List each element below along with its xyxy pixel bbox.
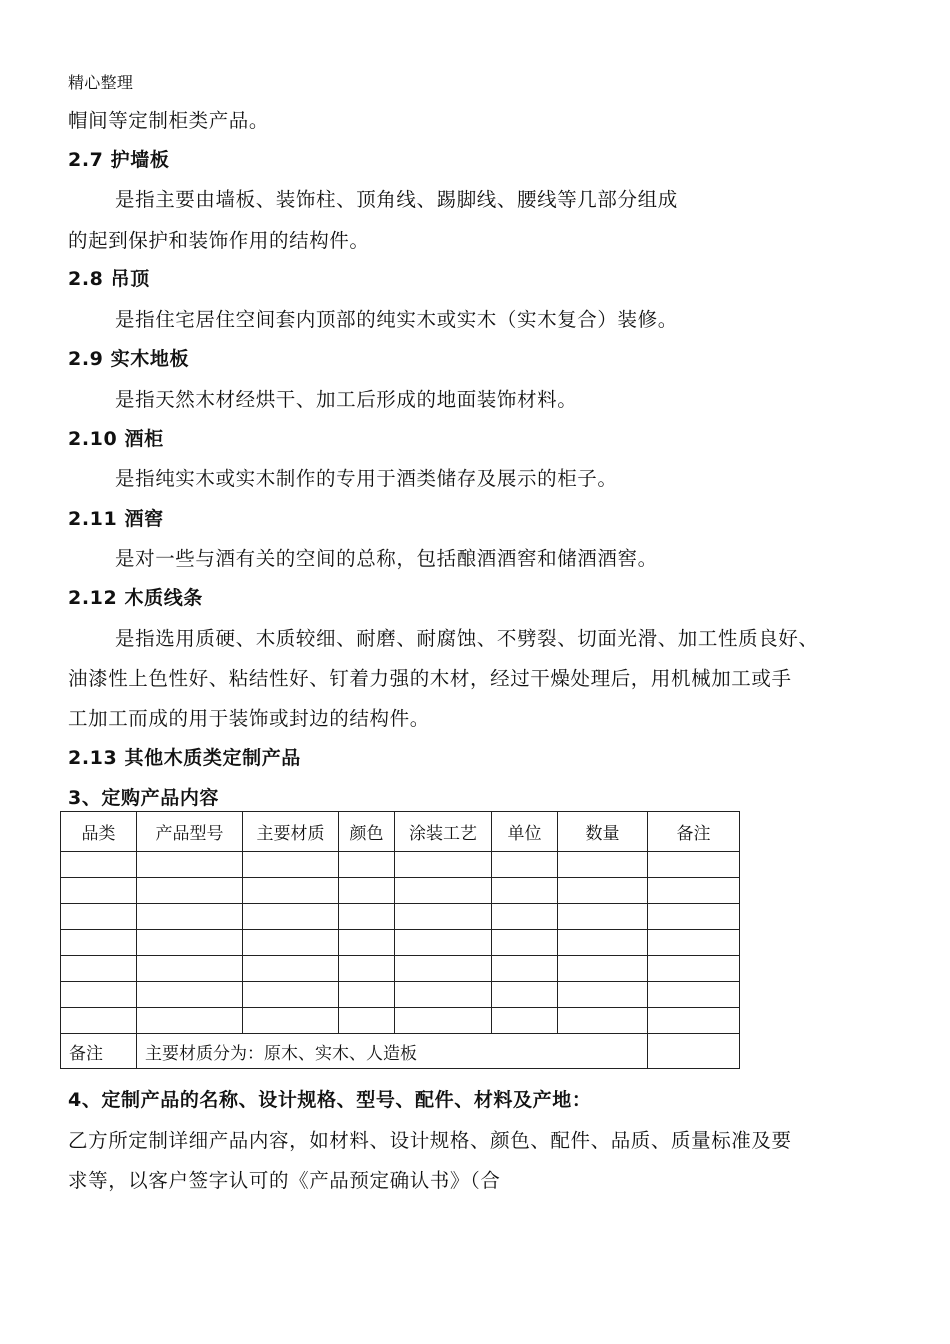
paragraph-line: 的起到保护和装饰作用的结构件。 <box>68 229 370 252</box>
table-row <box>61 982 740 1008</box>
table-row <box>61 930 740 956</box>
paragraph-line: 是指住宅居住空间套内顶部的纯实木或实木（实木复合）装修。 <box>115 308 678 331</box>
column-header: 产品型号 <box>137 812 243 852</box>
section-heading: 2.13 其他木质类定制产品 <box>68 747 301 769</box>
paragraph-line: 工加工而成的用于装饰或封边的结构件。 <box>68 707 430 730</box>
column-header: 品类 <box>61 812 137 852</box>
section-heading: 3、定购产品内容 <box>68 787 220 809</box>
section-heading: 2.10 酒柜 <box>68 428 164 450</box>
section-heading: 2.12 木质线条 <box>68 587 203 609</box>
section-heading: 2.8 吊顶 <box>68 268 150 290</box>
column-header: 数量 <box>558 812 648 852</box>
footer-label: 备注 <box>61 1034 137 1069</box>
table-header-row <box>61 812 740 852</box>
paragraph-line: 是指纯实木或实木制作的专用于酒类储存及展示的柜子。 <box>115 467 618 490</box>
section-heading: 2.7 护墙板 <box>68 149 170 171</box>
paragraph-line: 求等，以客户签字认可的《产品预定确认书》（合 <box>68 1169 501 1192</box>
table-row <box>61 1008 740 1034</box>
column-header: 颜色 <box>339 812 395 852</box>
table-row <box>61 904 740 930</box>
table-row <box>61 852 740 878</box>
column-header: 单位 <box>492 812 558 852</box>
text-line: 帽间等定制柜类产品。 <box>68 109 270 132</box>
section-heading: 2.9 实木地板 <box>68 348 190 370</box>
section-heading: 2.11 酒窖 <box>68 508 164 530</box>
table-row <box>61 878 740 904</box>
paragraph-line: 是指天然木材经烘干、加工后形成的地面装饰材料。 <box>115 388 578 411</box>
paragraph-line: 是指主要由墙板、装饰柱、顶角线、踢脚线、腰线等几部分组成 <box>115 188 678 211</box>
footer-empty-cell <box>648 1034 740 1069</box>
table-footer-row <box>61 1034 740 1069</box>
paragraph-line: 是指选用质硬、木质较细、耐磨、耐腐蚀、不劈裂、切面光滑、加工性质良好、 <box>115 627 819 650</box>
table-row <box>61 956 740 982</box>
column-header: 备注 <box>648 812 740 852</box>
column-header: 涂装工艺 <box>395 812 492 852</box>
section-heading: 4、定制产品的名称、设计规格、型号、配件、材料及产地： <box>68 1089 592 1111</box>
column-header: 主要材质 <box>243 812 339 852</box>
paragraph-line: 是对一些与酒有关的空间的总称，包括酿酒酒窖和储酒酒窖。 <box>115 547 658 570</box>
page-header: 精心整理 <box>68 73 134 92</box>
footer-note: 主要材质分为：原木、实木、人造板 <box>137 1034 648 1069</box>
paragraph-line: 乙方所定制详细产品内容，如材料、设计规格、颜色、配件、品质、质量标准及要 <box>68 1129 792 1152</box>
order-table <box>60 811 740 1069</box>
paragraph-line: 油漆性上色性好、粘结性好、钉着力强的木材，经过干燥处理后，用机械加工或手 <box>68 667 792 690</box>
